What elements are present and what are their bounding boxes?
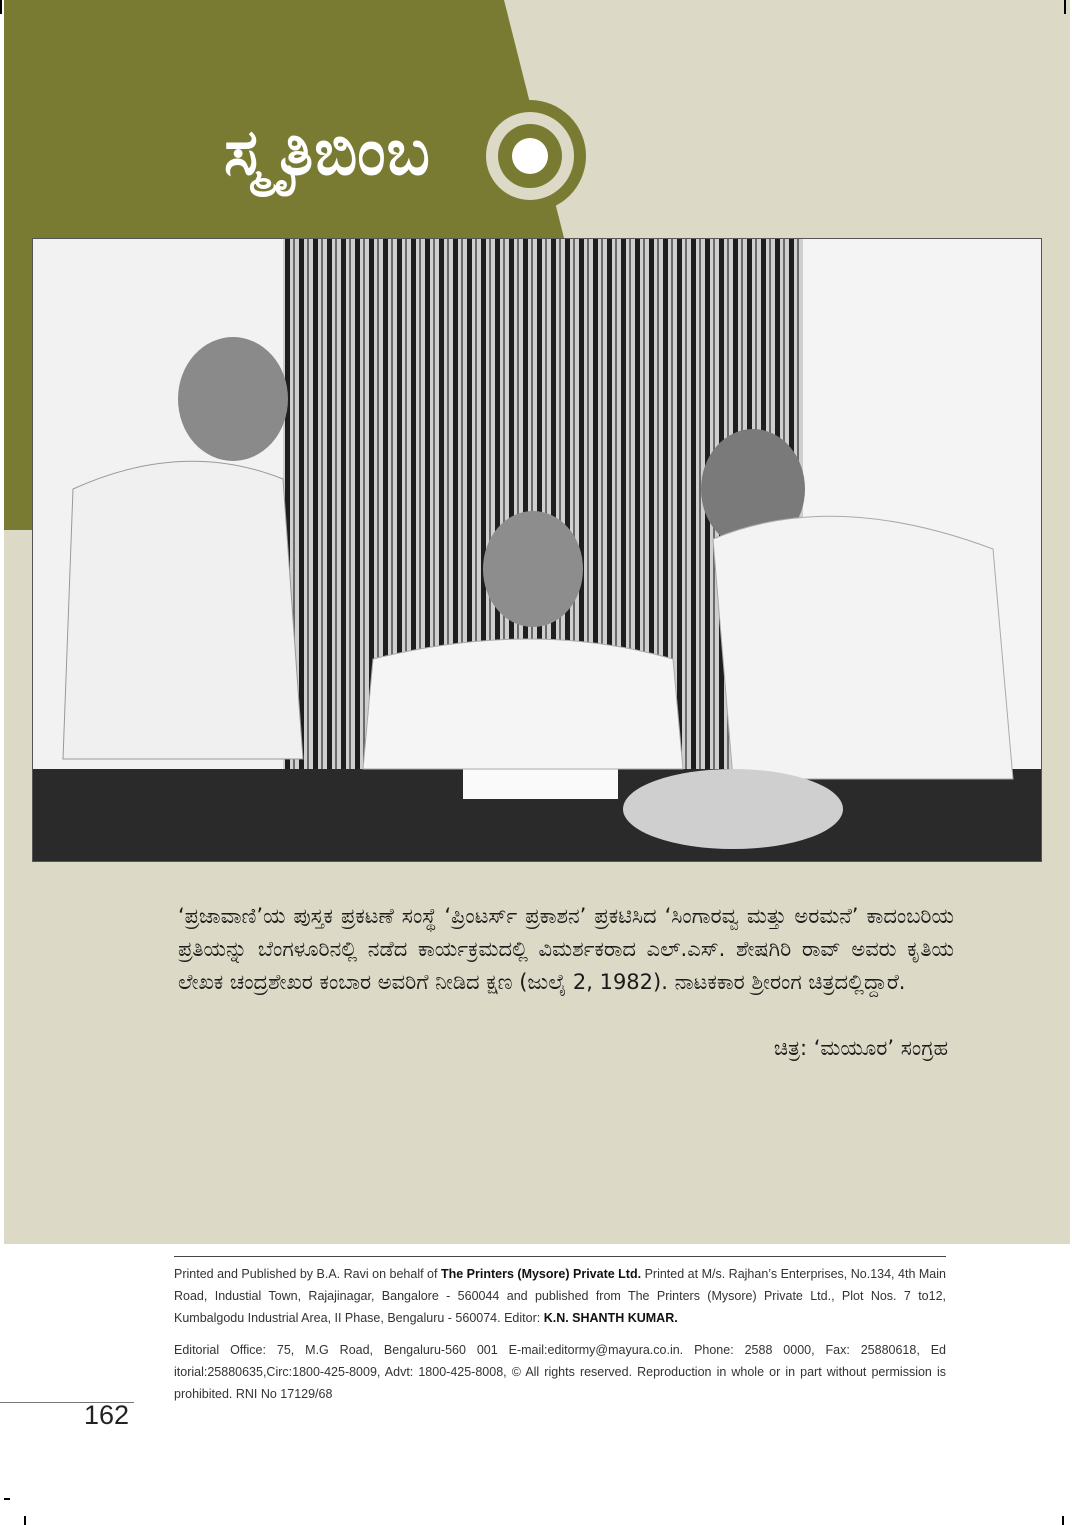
- page-panel: [4, 0, 1070, 1244]
- imprint-text-a: Printed and Published by B.A. Ravi on behalf of: [174, 1267, 441, 1281]
- editor-name: K.N. SHANTH KUMAR.: [543, 1311, 678, 1325]
- target-ring-icon: [470, 96, 590, 216]
- photo-illustration: [33, 239, 1042, 862]
- crop-mark: [0, 0, 2, 14]
- crop-mark: [1062, 1516, 1064, 1525]
- archival-photo: [32, 238, 1042, 862]
- editorial-office-paragraph: Editorial Office: 75, M.G Road, Bengaluru-560 001 E-mail:editormy@mayura.co.in. Phone: 2588 0000, Fax: 25880618, Ed itorial:25880635,Circ:1800-425-8009, Advt: 1800-425-8008, © All rights reserved. Reproduction in whole or in part without permission is prohibited. RNI No 17129/68: [174, 1343, 946, 1401]
- crop-mark: [1064, 0, 1066, 14]
- photo-credit: ಚಿತ್ರ: ‘ಮಯೂರ’ ಸಂಗ್ರಹ: [773, 1036, 948, 1060]
- footer-divider: [174, 1256, 946, 1257]
- page-number: 162: [84, 1400, 130, 1430]
- section-title: ಸ್ಮೃತಿಬಿಂಬ: [224, 116, 431, 190]
- imprint-text-c: Printed at M/s. Rajhan’s Enterprises, No.134, 4th Main Road, Industial Town, Rajajinagar, Bangalore - 560044 and published from The Printers (Mysore) Private Ltd., Plot Nos. 7 to12, Kumbalgodu Industrial Area, II Phase, Bengaluru - 560074. Editor:: [174, 1267, 946, 1325]
- imprint-paragraph: [174, 1263, 946, 1329]
- crop-mark: [4, 1498, 10, 1500]
- photo-caption: ‘ಪ್ರಜಾವಾಣಿ’ಯ ಪುಸ್ತಕ ಪ್ರಕಟಣೆ ಸಂಸ್ಥೆ ‘ಪ್ರಿಂಟರ್ಸ್ ಪ್ರಕಾಶನ’ ಪ್ರಕಟಿಸಿದ ‘ಸಿಂಗಾರವ್ವ ಮತ್ತು ಅರಮನೆ’ ಕಾದಂಬರಿಯ ಪ್ರತಿಯನ್ನು ಬೆಂಗಳೂರಿನಲ್ಲಿ ನಡೆದ ಕಾರ್ಯಕ್ರಮದಲ್ಲಿ ವಿಮರ್ಶಕರಾದ ಎಲ್.ಎಸ್. ಶೇಷಗಿರಿ ರಾವ್ ಅವರು ಕೃತಿಯ ಲೇಖಕ ಚಂದ್ರಶೇಖರ ಕಂಬಾರ ಅವರಿಗೆ ನೀಡಿದ ಕ್ಷಣ (ಜುಲೈ 2, 1982). ನಾಟಕಕಾರ ಶ್ರೀರಂಗ ಚಿತ್ರದಲ್ಲಿದ್ದಾರೆ.: [178, 904, 954, 994]
- publisher-name: The Printers (Mysore) Private Ltd.: [440, 1267, 642, 1281]
- crop-mark: [24, 1516, 26, 1525]
